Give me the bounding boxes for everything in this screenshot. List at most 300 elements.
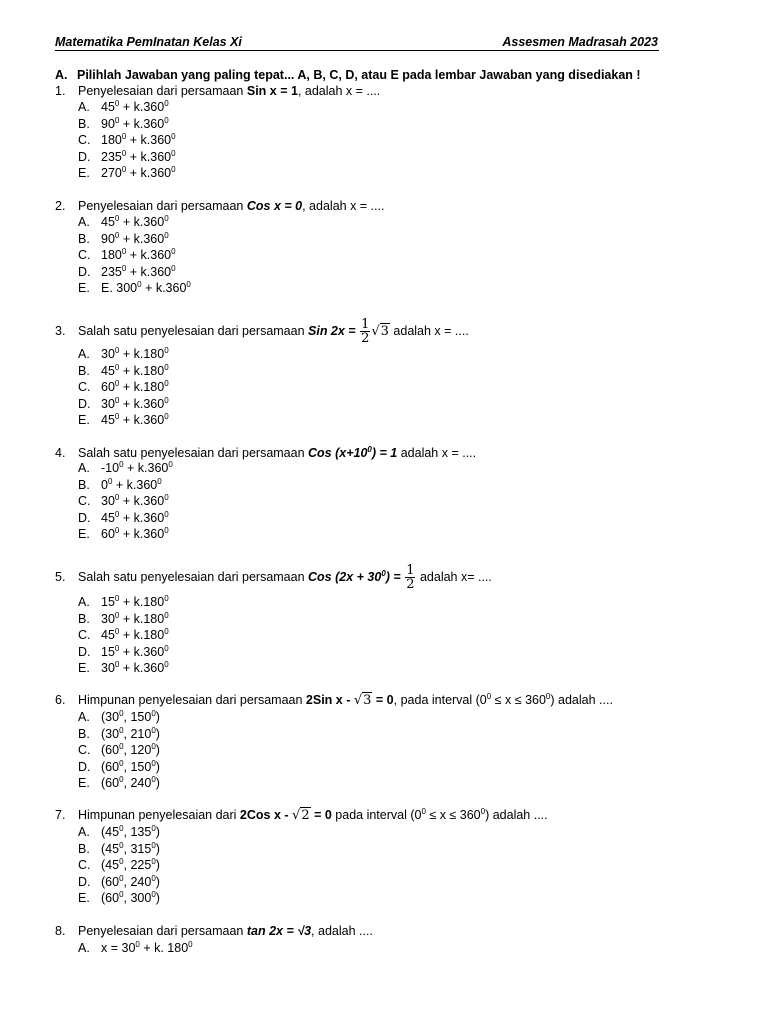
- comma: ,: [123, 776, 131, 790]
- option-period: + k.360: [119, 116, 165, 131]
- degree-mark: 0: [119, 709, 124, 718]
- option-letter: E.: [78, 166, 90, 180]
- stem-tail: adalah x = ....: [397, 446, 477, 460]
- option-text: [101, 511, 169, 526]
- option-letter: B.: [78, 116, 90, 131]
- degree-mark: 0: [171, 247, 176, 256]
- paren: ): [155, 726, 160, 741]
- interval-text: pada interval (0: [331, 808, 422, 822]
- paren: (: [101, 726, 106, 741]
- option-text: [101, 858, 160, 873]
- degree-mark: 0: [151, 873, 156, 883]
- option-letter: E.: [78, 281, 90, 295]
- paren: ): [155, 858, 160, 872]
- option-angle: 60: [105, 776, 120, 790]
- degree-mark: 0: [119, 890, 124, 899]
- option-angle: 45: [101, 628, 115, 642]
- degree-mark: 0: [114, 610, 120, 620]
- degree-mark: 0: [151, 709, 156, 718]
- option-period: + k.360: [119, 100, 165, 114]
- degree-mark: 0: [164, 395, 169, 405]
- degree-mark: 0: [164, 412, 169, 421]
- degree-mark: 0: [164, 230, 169, 240]
- paren: (: [101, 858, 106, 872]
- option-text: [101, 100, 169, 115]
- degree-mark: 0: [151, 742, 156, 751]
- option-angle: 60: [105, 891, 120, 905]
- degree-mark: 0: [151, 725, 156, 735]
- degree-mark: 0: [121, 132, 127, 141]
- paren: ): [155, 891, 160, 905]
- option-angle: 45: [105, 825, 120, 839]
- option-text: [101, 232, 169, 247]
- option-text: [101, 461, 173, 476]
- section-instruction: Pilihlah Jawaban yang paling tepat... A, B, C, D, atau E pada lembar Jawaban yang disediakan !: [76, 68, 641, 82]
- option-angle: 15: [101, 595, 115, 609]
- option-text: [101, 364, 169, 379]
- stem-tail: , adalah x = ....: [302, 199, 385, 213]
- option-text: [101, 612, 169, 627]
- degree-mark: 0: [119, 857, 124, 866]
- option-angle: 45: [101, 413, 115, 427]
- option-angle: 60: [105, 743, 120, 757]
- degree-mark: 0: [119, 758, 124, 768]
- stem-text: Salah satu penyelesaian dari persamaan: [78, 570, 309, 584]
- option-text: [101, 478, 162, 493]
- option-letter: D.: [78, 759, 91, 774]
- option-angle: 30: [105, 726, 120, 741]
- fraction-numerator: 1: [406, 563, 415, 579]
- degree-mark: 0: [114, 346, 120, 355]
- degree-mark: 0: [168, 460, 173, 469]
- option-angle: 30: [101, 494, 115, 508]
- stem-text: Salah satu penyelesaian dari persamaan: [78, 446, 309, 460]
- degree-mark: 0: [151, 840, 156, 850]
- equation: 2Cos x -: [239, 808, 293, 822]
- option-period: + k. 180: [139, 941, 189, 955]
- option-text: [101, 215, 169, 230]
- degree-mark: 0: [171, 148, 176, 158]
- option-letter: A.: [78, 215, 90, 229]
- option-text: [101, 727, 160, 742]
- option-angle: E. 300: [101, 281, 138, 295]
- option-angle: 270: [101, 166, 122, 180]
- option-period: + k.180: [119, 611, 165, 626]
- option-letter: B.: [78, 231, 90, 246]
- option-letter: C.: [78, 858, 91, 872]
- comma: ,: [123, 841, 131, 856]
- option-text: [101, 760, 160, 775]
- section-heading: [55, 68, 641, 83]
- option-letter: C.: [78, 380, 91, 394]
- degree-mark: 0: [119, 725, 124, 735]
- degree-mark: 0: [151, 824, 156, 833]
- option-letter: E.: [78, 413, 90, 427]
- question-number: 3.: [55, 324, 66, 338]
- option-letter: A.: [78, 825, 90, 839]
- comma: ,: [123, 891, 131, 905]
- degree-mark: 0: [186, 280, 191, 289]
- equation: tan 2x = √3: [246, 924, 312, 938]
- degree-mark: 0: [121, 148, 127, 158]
- degree-mark: 0: [114, 627, 120, 636]
- option-angle: 90: [101, 116, 115, 131]
- option-period: + k.360: [119, 215, 165, 229]
- option-letter: C.: [78, 743, 91, 757]
- option-letter: D.: [78, 396, 91, 411]
- interval-text: ≤ x ≤ 360: [491, 693, 546, 707]
- option-angle: x = 30: [101, 941, 136, 955]
- option-letter: C.: [78, 628, 91, 642]
- radicand: 3: [363, 693, 372, 708]
- option-period: + k.360: [119, 231, 165, 246]
- degree-mark: 0: [114, 99, 120, 108]
- paren: (: [101, 743, 106, 757]
- comma: ,: [123, 874, 131, 889]
- option-angle: 30: [101, 347, 115, 361]
- option-text: [101, 628, 169, 643]
- option-period: + k.360: [119, 413, 165, 427]
- paren: ): [155, 710, 160, 724]
- section-label: A.: [55, 68, 68, 82]
- option-angle: 150: [130, 759, 152, 774]
- option-period: + k.360: [119, 510, 165, 525]
- option-period: + k.360: [126, 166, 172, 180]
- option-text: [101, 842, 160, 857]
- stem-tail: , adalah ....: [311, 924, 373, 938]
- degree-mark: 0: [114, 412, 120, 421]
- option-angle: 60: [101, 380, 115, 394]
- stem-text: Himpunan penyelesaian dari persamaan: [78, 693, 306, 707]
- stem-text: Himpunan penyelesaian dari: [78, 808, 240, 822]
- option-letter: A.: [78, 595, 90, 609]
- option-letter: E.: [78, 661, 90, 675]
- equation-tail: = 0: [372, 693, 394, 707]
- option-period: + k.360: [126, 149, 172, 164]
- question-stem: [78, 693, 613, 708]
- option-letter: E.: [78, 891, 90, 905]
- degree-mark: 0: [114, 379, 120, 388]
- radicand: 2: [301, 808, 310, 823]
- degree-mark: 0: [121, 247, 127, 256]
- option-letter: B.: [78, 477, 90, 492]
- paren: (: [101, 891, 106, 905]
- degree-mark: 0: [121, 165, 127, 174]
- question-number: 6.: [55, 693, 66, 707]
- equation: Sin 2x =: [308, 324, 360, 338]
- degree-mark: 0: [135, 940, 140, 949]
- option-text: [101, 117, 169, 132]
- equation-tail: = 0: [310, 808, 332, 822]
- paren: (: [101, 759, 106, 774]
- option-text: [101, 150, 176, 165]
- paren: ): [155, 874, 160, 889]
- degree-mark: 0: [151, 758, 156, 768]
- radicand: 3: [380, 324, 389, 339]
- degree-mark: 0: [114, 230, 120, 240]
- degree-mark: 0: [119, 824, 124, 833]
- degree-mark: 0: [171, 165, 176, 174]
- degree-mark: 0: [164, 115, 169, 125]
- interval-text: , pada interval (0: [393, 693, 487, 707]
- option-text: [101, 743, 160, 758]
- degree-mark: 0: [164, 99, 169, 108]
- paren: ): [155, 759, 160, 774]
- option-angle: 45: [105, 858, 120, 872]
- degree-mark: 0: [114, 493, 120, 502]
- option-period: + k.180: [119, 595, 165, 609]
- option-text: [101, 527, 169, 542]
- option-angle: 300: [130, 891, 152, 905]
- square-root: √3: [371, 324, 389, 339]
- option-letter: A.: [78, 710, 90, 724]
- equation-tail: ) = 1: [371, 446, 398, 460]
- degree-mark: 0: [367, 445, 372, 454]
- option-letter: C.: [78, 133, 91, 147]
- option-text: [101, 397, 169, 412]
- degree-mark: 0: [164, 627, 169, 636]
- degree-mark: 0: [157, 476, 162, 486]
- question-number: 4.: [55, 446, 66, 460]
- option-angle: 30: [105, 710, 120, 724]
- option-period: + k.360: [119, 644, 165, 659]
- degree-mark: 0: [151, 890, 156, 899]
- option-text: [101, 595, 169, 610]
- option-period: + k.360: [119, 661, 165, 675]
- degree-mark: 0: [114, 509, 120, 519]
- comma: ,: [123, 710, 131, 724]
- option-period: + k.360: [123, 461, 169, 475]
- degree-mark: 0: [164, 214, 169, 223]
- option-angle: 60: [105, 874, 120, 889]
- degree-mark: 0: [486, 692, 492, 701]
- option-angle: 45: [105, 841, 120, 856]
- option-angle: 45: [101, 215, 115, 229]
- option-period: + k.360: [126, 133, 172, 147]
- comma: ,: [123, 825, 131, 839]
- paren: (: [101, 776, 106, 790]
- option-text: [101, 380, 169, 395]
- option-angle: 30: [101, 396, 115, 411]
- option-period: + k.360: [119, 396, 165, 411]
- option-angle: 210: [130, 726, 152, 741]
- option-letter: D.: [78, 644, 91, 659]
- question-stem: [78, 924, 373, 939]
- comma: ,: [123, 858, 131, 872]
- option-text: [101, 645, 169, 660]
- equation-tail: ) =: [385, 570, 405, 584]
- option-letter: D.: [78, 264, 91, 279]
- equation: Cos (2x + 30: [308, 570, 382, 584]
- degree-mark: 0: [114, 115, 120, 125]
- question-stem: [78, 446, 476, 461]
- option-angle: 45: [101, 363, 115, 378]
- degree-mark: 0: [137, 280, 142, 289]
- square-root: √2: [292, 808, 310, 823]
- paren: ): [155, 825, 160, 839]
- option-text: [101, 825, 160, 840]
- fraction-numerator: 1: [361, 317, 370, 333]
- option-letter: B.: [78, 363, 90, 378]
- degree-mark: 0: [164, 660, 169, 669]
- question-number: 7.: [55, 808, 66, 822]
- option-letter: C.: [78, 248, 91, 262]
- paren: (: [101, 841, 106, 856]
- equation: Cos x = 0: [246, 199, 303, 213]
- degree-mark: 0: [114, 362, 120, 372]
- option-angle: 90: [101, 231, 115, 246]
- option-text: [101, 413, 169, 428]
- degree-mark: 0: [164, 346, 169, 355]
- stem-tail: adalah x = ....: [389, 324, 469, 338]
- question-stem: [78, 560, 492, 594]
- degree-mark: 0: [421, 807, 426, 816]
- degree-mark: 0: [545, 692, 551, 701]
- option-angle: 235: [101, 149, 122, 164]
- option-letter: A.: [78, 941, 90, 955]
- paren: ): [155, 776, 160, 790]
- degree-mark: 0: [114, 395, 120, 405]
- comma: ,: [123, 726, 131, 741]
- option-letter: B.: [78, 841, 90, 856]
- option-letter: A.: [78, 461, 90, 475]
- option-letter: D.: [78, 874, 91, 889]
- stem-tail: , adalah x = ....: [297, 84, 381, 98]
- option-period: + k.180: [119, 347, 165, 361]
- comma: ,: [123, 759, 131, 774]
- paren: (: [101, 874, 106, 889]
- paren: (: [101, 710, 106, 724]
- square-root: √3: [353, 693, 372, 708]
- degree-mark: 0: [188, 940, 193, 949]
- equation: Cos (x+10: [308, 446, 368, 460]
- question-stem: [78, 84, 380, 99]
- question-number: 1.: [55, 84, 66, 98]
- paren: (: [101, 825, 106, 839]
- option-text: [101, 776, 160, 791]
- option-angle: 60: [105, 759, 120, 774]
- option-angle: 60: [101, 527, 115, 541]
- option-letter: D.: [78, 149, 91, 164]
- degree-mark: 0: [119, 775, 124, 784]
- option-text: [101, 661, 169, 676]
- option-angle: 240: [130, 874, 152, 889]
- degree-mark: 0: [171, 132, 176, 141]
- option-angle: 30: [101, 661, 115, 675]
- option-angle: 180: [101, 248, 122, 262]
- option-angle: 120: [130, 743, 152, 757]
- option-letter: E.: [78, 527, 90, 541]
- degree-mark: 0: [164, 610, 169, 620]
- option-angle: 235: [101, 264, 122, 279]
- option-letter: C.: [78, 494, 91, 508]
- option-period: + k.180: [119, 628, 165, 642]
- degree-mark: 0: [171, 263, 176, 273]
- comma: ,: [123, 743, 131, 757]
- fraction-denominator: 2: [361, 331, 370, 347]
- option-angle: 225: [130, 858, 152, 872]
- option-angle: 45: [101, 510, 115, 525]
- degree-mark: 0: [114, 214, 120, 223]
- header-exam: Assesmen Madrasah 2023: [502, 35, 658, 49]
- option-text: [101, 347, 169, 362]
- option-period: + k.360: [126, 248, 172, 262]
- stem-tail: ) adalah ....: [550, 693, 613, 707]
- option-text: [101, 133, 176, 148]
- degree-mark: 0: [164, 509, 169, 519]
- option-angle: 45: [101, 100, 115, 114]
- option-letter: B.: [78, 611, 90, 626]
- degree-mark: 0: [164, 362, 169, 372]
- degree-mark: 0: [480, 807, 486, 816]
- fraction-denominator: 2: [406, 577, 415, 593]
- option-period: + k.360: [119, 494, 165, 508]
- option-letter: D.: [78, 510, 91, 525]
- header-subject: Matematika PemInatan Kelas Xi: [55, 35, 242, 49]
- page-header: [55, 34, 659, 51]
- degree-mark: 0: [121, 263, 127, 273]
- degree-mark: 0: [381, 569, 386, 578]
- option-text: [101, 941, 193, 956]
- degree-mark: 0: [164, 379, 169, 388]
- option-angle: 15: [101, 644, 115, 659]
- stem-text: Penyelesaian dari persamaan: [78, 924, 247, 938]
- degree-mark: 0: [114, 594, 120, 603]
- degree-mark: 0: [114, 660, 120, 669]
- option-letter: A.: [78, 100, 90, 114]
- degree-mark: 0: [114, 643, 120, 653]
- option-angle: -10: [101, 461, 120, 475]
- option-text: [101, 265, 176, 280]
- degree-mark: 0: [164, 493, 169, 502]
- degree-mark: 0: [119, 460, 124, 469]
- degree-mark: 0: [119, 873, 124, 883]
- option-letter: B.: [78, 726, 90, 741]
- degree-mark: 0: [107, 476, 113, 486]
- option-period: + k.180: [119, 363, 165, 378]
- question-number: 2.: [55, 199, 66, 213]
- option-text: [101, 166, 176, 181]
- stem-text: Salah satu penyelesaian dari persamaan: [78, 324, 309, 338]
- question-stem: [78, 199, 384, 214]
- option-period: + k.360: [141, 281, 187, 295]
- equation: Sin x = 1: [246, 84, 298, 98]
- option-text: [101, 891, 160, 906]
- degree-mark: 0: [164, 594, 169, 603]
- option-text: [101, 248, 176, 263]
- degree-mark: 0: [119, 742, 124, 751]
- option-period: + k.360: [119, 527, 165, 541]
- stem-tail: adalah x= ....: [416, 570, 492, 584]
- option-angle: 135: [130, 825, 152, 839]
- option-period: + k.180: [119, 380, 165, 394]
- stem-tail: ) adalah ....: [485, 808, 548, 822]
- stem-text: Penyelesaian dari persamaan: [78, 84, 247, 98]
- option-angle: 180: [101, 133, 122, 147]
- degree-mark: 0: [164, 526, 169, 535]
- degree-mark: 0: [114, 526, 120, 535]
- question-stem: [78, 808, 548, 823]
- option-angle: 0: [101, 477, 108, 492]
- option-angle: 150: [130, 710, 152, 724]
- option-text: [101, 281, 191, 296]
- option-letter: E.: [78, 776, 90, 790]
- option-angle: 240: [130, 776, 152, 790]
- fraction: [405, 564, 415, 591]
- option-period: + k.360: [126, 264, 172, 279]
- option-letter: A.: [78, 347, 90, 361]
- question-number: 5.: [55, 570, 66, 584]
